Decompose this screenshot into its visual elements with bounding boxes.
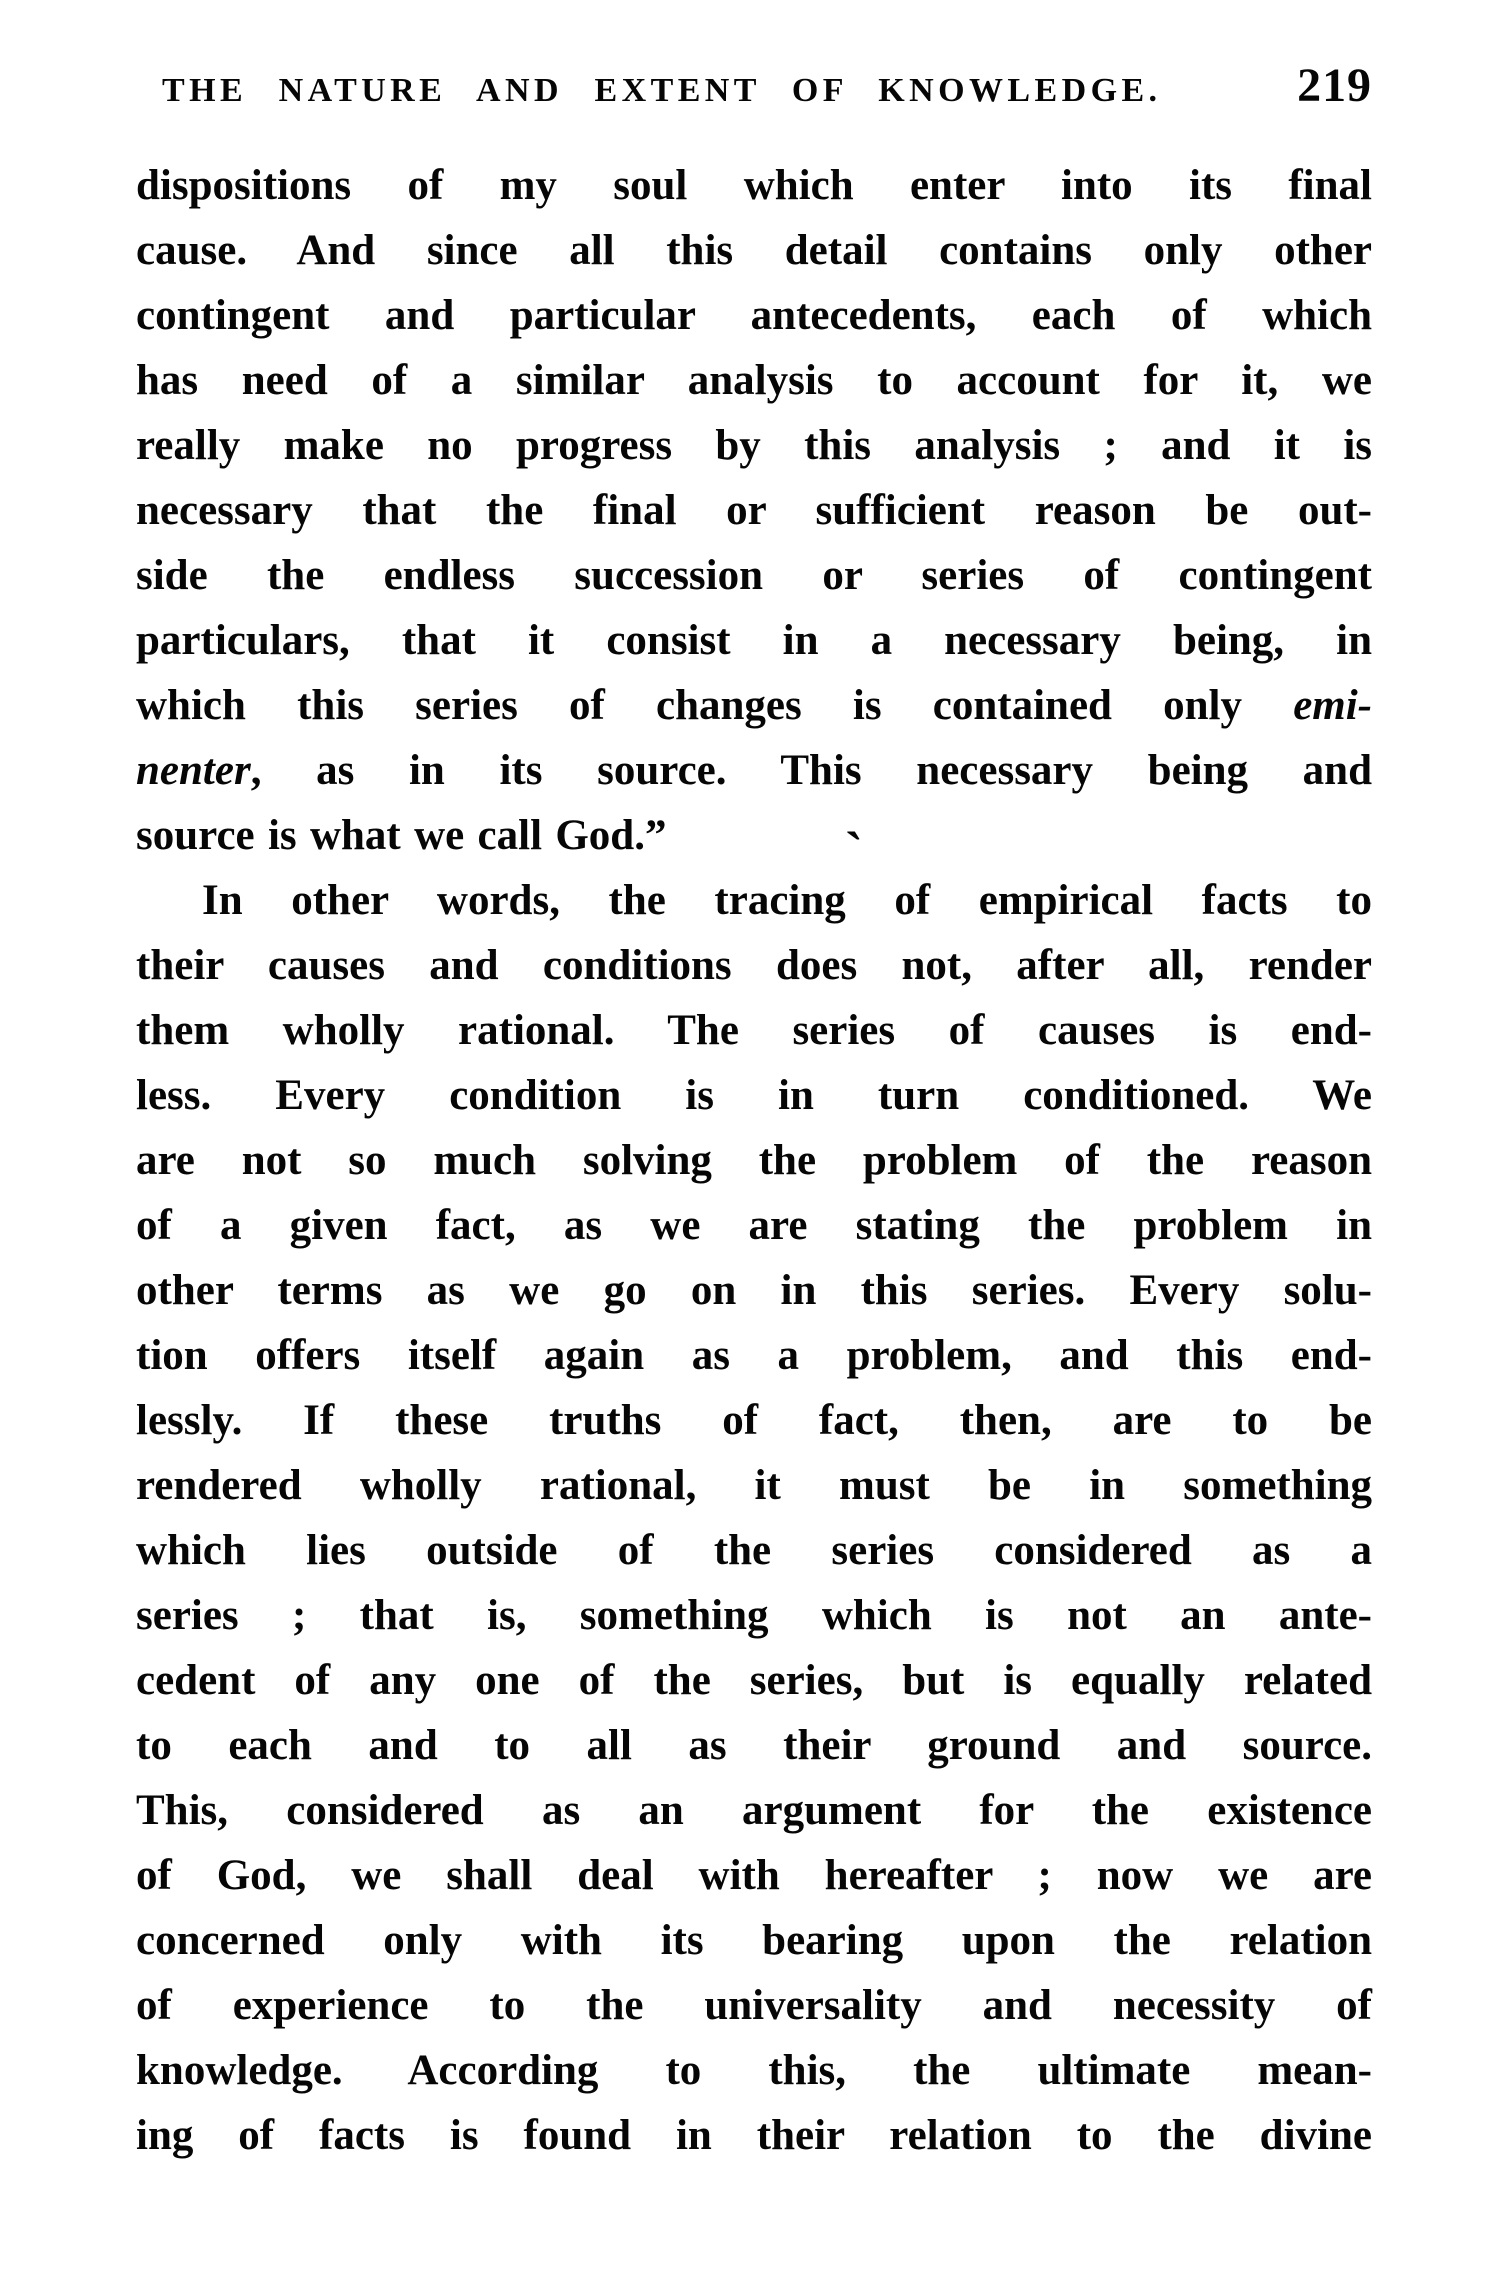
text-segment: ing of facts is found in their relation to the divine bbox=[136, 2112, 1372, 2159]
text-line bbox=[136, 1713, 1372, 1778]
text-line bbox=[136, 1518, 1372, 1583]
text-line bbox=[136, 1128, 1372, 1193]
text-segment: tion offers itself again as a problem, and this end- bbox=[136, 1332, 1372, 1379]
page-number: 219 bbox=[1297, 59, 1372, 112]
text-line bbox=[136, 608, 1372, 673]
text-line bbox=[136, 1323, 1372, 1388]
italic-text: emi- bbox=[1293, 682, 1372, 729]
text-segment: which this series of changes is contained only bbox=[136, 682, 1294, 729]
text-segment: particulars, that it consist in a necessary being, in bbox=[136, 617, 1372, 664]
text-segment: lessly. If these truths of fact, then, are to be bbox=[136, 1397, 1372, 1444]
text-line bbox=[136, 348, 1372, 413]
print-artifact-mark: ` bbox=[845, 821, 863, 881]
text-segment: In other words, the tracing of empirical facts to bbox=[202, 877, 1372, 924]
text-line bbox=[136, 1453, 1372, 1518]
text-segment: of God, we shall deal with hereafter ; now we are bbox=[136, 1852, 1372, 1899]
text-segment: of experience to the universality and necessity of bbox=[136, 1982, 1372, 2029]
text-line bbox=[136, 478, 1372, 543]
paragraph bbox=[136, 868, 1372, 2168]
text-line bbox=[136, 1843, 1372, 1908]
text-segment: less. Every condition is in turn conditioned. We bbox=[136, 1072, 1372, 1119]
text-line bbox=[136, 1973, 1372, 2038]
text-segment: to each and to all as their ground and source. bbox=[136, 1722, 1372, 1769]
text-segment: which lies outside of the series considered as a bbox=[136, 1527, 1372, 1574]
text-line bbox=[136, 1063, 1372, 1128]
paragraph bbox=[136, 153, 1372, 868]
page-body bbox=[136, 153, 1372, 2168]
text-segment: them wholly rational. The series of causes is end- bbox=[136, 1007, 1372, 1054]
italic-text: nenter bbox=[136, 747, 251, 794]
text-line bbox=[136, 2038, 1372, 2103]
text-line bbox=[136, 998, 1372, 1063]
text-line bbox=[136, 1193, 1372, 1258]
page-content bbox=[136, 58, 1372, 2168]
text-line bbox=[136, 1908, 1372, 1973]
text-line bbox=[136, 868, 1372, 933]
text-segment: are not so much solving the problem of the reason bbox=[136, 1137, 1372, 1184]
text-segment: concerned only with its bearing upon the relation bbox=[136, 1917, 1372, 1964]
text-line bbox=[136, 1778, 1372, 1843]
text-segment: , as in its source. This necessary being and bbox=[250, 747, 1372, 794]
text-line bbox=[136, 153, 1372, 218]
text-segment: contingent and particular antecedents, each of which bbox=[136, 292, 1372, 339]
text-line bbox=[136, 1388, 1372, 1453]
text-line bbox=[136, 1583, 1372, 1648]
text-line bbox=[136, 1648, 1372, 1713]
text-segment: their causes and conditions does not, after all, render bbox=[136, 942, 1372, 989]
text-segment: has need of a similar analysis to account for it, we bbox=[136, 357, 1372, 404]
text-segment: This, considered as an argument for the existence bbox=[136, 1787, 1372, 1834]
text-line bbox=[136, 673, 1372, 738]
text-segment: necessary that the final or sufficient reason be out- bbox=[136, 487, 1372, 534]
text-segment: knowledge. According to this, the ultimate mean- bbox=[136, 2047, 1372, 2094]
text-segment: cause. And since all this detail contains only other bbox=[136, 227, 1372, 274]
text-line bbox=[136, 543, 1372, 608]
text-segment: side the endless succession or series of contingent bbox=[136, 552, 1372, 599]
text-segment: rendered wholly rational, it must be in something bbox=[136, 1462, 1372, 1509]
text-line bbox=[136, 738, 1372, 803]
text-segment: series ; that is, something which is not an ante- bbox=[136, 1592, 1372, 1639]
text-line bbox=[136, 1258, 1372, 1323]
text-segment: other terms as we go on in this series. Every solu- bbox=[136, 1267, 1372, 1314]
text-segment: of a given fact, as we are stating the problem in bbox=[136, 1202, 1372, 1249]
text-segment: cedent of any one of the series, but is equally related bbox=[136, 1657, 1372, 1704]
text-line bbox=[136, 218, 1372, 283]
text-line bbox=[136, 2103, 1372, 2168]
text-segment: source is what we call God.” bbox=[136, 812, 667, 859]
text-segment: dispositions of my soul which enter into its final bbox=[136, 162, 1372, 209]
running-title: THE NATURE AND EXTENT OF KNOWLEDGE. bbox=[162, 72, 1162, 109]
text-line bbox=[136, 933, 1372, 998]
text-segment: really make no progress by this analysis ; and it is bbox=[136, 422, 1372, 469]
running-header bbox=[136, 58, 1372, 113]
text-line bbox=[136, 803, 1372, 868]
text-line bbox=[136, 413, 1372, 478]
text-line bbox=[136, 283, 1372, 348]
